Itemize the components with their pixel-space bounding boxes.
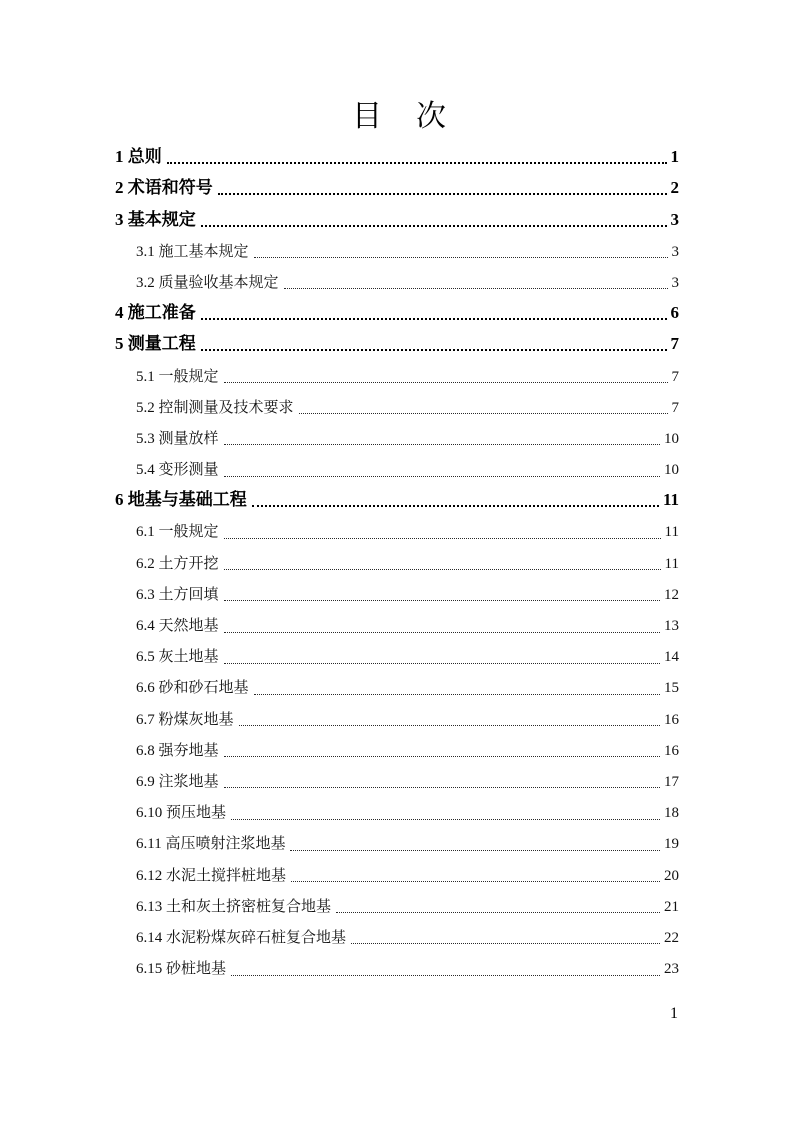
- toc-entry-label: 3 基本规定: [115, 209, 196, 229]
- toc-entry: [115, 791, 679, 822]
- toc-entry-label: 6.6 砂和砂石地基: [136, 680, 249, 697]
- toc-dotted-leader: [336, 912, 660, 913]
- toc-entry-label: 6.10 预压地基: [136, 805, 227, 822]
- toc-dotted-leader: [224, 382, 668, 383]
- toc-dotted-leader: [201, 318, 667, 320]
- toc-entry-label: 6.12 水泥土搅拌桩地基: [136, 867, 287, 884]
- toc-entry: [115, 136, 679, 167]
- toc-entry: [115, 916, 679, 947]
- toc-entry-label: 6.3 土方回填: [136, 586, 219, 603]
- toc-entry-label: 2 术语和符号: [115, 178, 213, 198]
- toc-entry-label: 1 总则: [115, 147, 162, 167]
- toc-dotted-leader: [224, 444, 660, 445]
- toc-entry-page: 11: [664, 524, 679, 541]
- toc-entry-page: 3: [671, 274, 679, 291]
- toc-dotted-leader: [224, 600, 660, 601]
- toc-entry: [115, 386, 679, 417]
- toc-dotted-leader: [224, 787, 660, 788]
- toc-dotted-leader: [167, 162, 667, 164]
- toc-entry-page: 1: [670, 147, 679, 167]
- toc-entry: [115, 822, 679, 853]
- toc-entry: [115, 417, 679, 448]
- toc-dotted-leader: [351, 943, 660, 944]
- toc-entry: [115, 885, 679, 916]
- toc-entry-page: 11: [662, 490, 679, 510]
- toc-entry-page: 16: [664, 711, 679, 728]
- toc-dotted-leader: [224, 569, 661, 570]
- toc-entry-page: 22: [664, 929, 679, 946]
- toc-entry-label: 5.1 一般规定: [136, 368, 219, 385]
- toc-entry-page: 23: [664, 961, 679, 978]
- toc-entry: [115, 635, 679, 666]
- toc-entry-page: 17: [664, 773, 679, 790]
- toc-entry: [115, 604, 679, 635]
- toc-entry: [115, 947, 679, 978]
- toc-dotted-leader: [218, 193, 667, 195]
- toc-entry-label: 5.2 控制测量及技术要求: [136, 399, 294, 416]
- toc-entry: [115, 760, 679, 791]
- toc-entry: [115, 198, 679, 229]
- toc-entry-label: 6.7 粉煤灰地基: [136, 711, 234, 728]
- toc-entry-page: 7: [671, 368, 679, 385]
- toc-entry: [115, 323, 679, 354]
- toc-entry-label: 5.4 变形测量: [136, 462, 219, 479]
- toc-entry-label: 5.3 测量放样: [136, 430, 219, 447]
- toc-entry: [115, 573, 679, 604]
- toc-entry-label: 3.2 质量验收基本规定: [136, 274, 279, 291]
- toc-dotted-leader: [224, 756, 660, 757]
- toc-entry: [115, 354, 679, 385]
- toc-entry-label: 4 施工准备: [115, 303, 196, 323]
- toc-entry: [115, 510, 679, 541]
- toc-entry-page: 13: [664, 618, 679, 634]
- toc-entry-page: 7: [671, 399, 679, 416]
- toc-entry-page: 6: [670, 303, 679, 323]
- toc-entry-label: 6.11 高压喷射注浆地基: [136, 836, 286, 853]
- toc-entry-label: 6 地基与基础工程: [115, 490, 247, 510]
- toc-entry: [115, 230, 679, 261]
- toc-entry-page: 10: [664, 430, 679, 447]
- toc-dotted-leader: [201, 225, 667, 227]
- toc-entry-page: 12: [664, 586, 679, 603]
- toc-entry-label: 6.8 强夯地基: [136, 742, 219, 759]
- toc-entry-page: 7: [670, 334, 679, 354]
- toc-dotted-leader: [224, 538, 661, 539]
- toc-dotted-leader: [252, 505, 659, 507]
- toc-entry-label: 3.1 施工基本规定: [136, 243, 249, 260]
- toc-entry-label: 6.2 土方开挖: [136, 555, 219, 572]
- toc-entry-page: 16: [664, 742, 679, 759]
- toc-dotted-leader: [299, 413, 668, 414]
- toc-entry-label: 6.13 土和灰土挤密桩复合地基: [136, 898, 332, 915]
- toc-entry-label: 5 测量工程: [115, 334, 196, 354]
- toc-entry-label: 6.9 注浆地基: [136, 773, 219, 790]
- toc-entry-page: 15: [664, 680, 679, 697]
- toc-entry: [115, 167, 679, 198]
- toc-entry: [115, 666, 679, 697]
- toc-dotted-leader: [291, 881, 660, 882]
- toc-entry-label: 6.1 一般规定: [136, 524, 219, 541]
- toc-entry: [115, 261, 679, 292]
- toc-entry: [115, 479, 679, 510]
- toc-entry: [115, 541, 679, 572]
- toc-entry-page: 10: [664, 462, 679, 479]
- toc-entry: [115, 448, 679, 479]
- toc-entry-page: 19: [664, 836, 679, 853]
- toc-dotted-leader: [290, 850, 660, 851]
- toc-entry: [115, 853, 679, 884]
- toc-dotted-leader: [231, 975, 660, 976]
- toc-entry-page: 18: [664, 805, 679, 822]
- toc-dotted-leader: [284, 288, 668, 289]
- toc-entry-page: 11: [664, 555, 679, 572]
- toc-dotted-leader: [254, 257, 668, 258]
- toc-entry: [115, 292, 679, 323]
- toc-entry: [115, 729, 679, 760]
- toc-dotted-leader: [239, 725, 660, 726]
- toc-entry-label: 6.14 水泥粉煤灰碎石桩复合地基: [136, 929, 347, 946]
- toc-list: [115, 136, 679, 978]
- toc-entry-label: 6.5 灰土地基: [136, 649, 219, 666]
- toc-entry-page: 20: [664, 867, 679, 884]
- toc-dotted-leader: [224, 476, 660, 477]
- toc-dotted-leader: [201, 349, 667, 351]
- toc-entry-page: 14: [664, 649, 679, 666]
- toc-entry: [115, 697, 679, 728]
- toc-entry-label: 6.4 天然地基: [136, 618, 219, 634]
- footer-page-number: 1: [670, 1005, 678, 1022]
- toc-entry-label: 6.15 砂桩地基: [136, 961, 227, 978]
- toc-dotted-leader: [224, 632, 660, 633]
- toc-dotted-leader: [254, 694, 660, 695]
- toc-entry-page: 2: [670, 178, 679, 198]
- toc-dotted-leader: [231, 819, 660, 820]
- page-title: 目 次: [352, 100, 448, 133]
- toc-entry-page: 3: [670, 209, 679, 229]
- toc-dotted-leader: [224, 663, 660, 664]
- toc-entry-page: 3: [671, 243, 679, 260]
- toc-entry-page: 21: [664, 898, 679, 915]
